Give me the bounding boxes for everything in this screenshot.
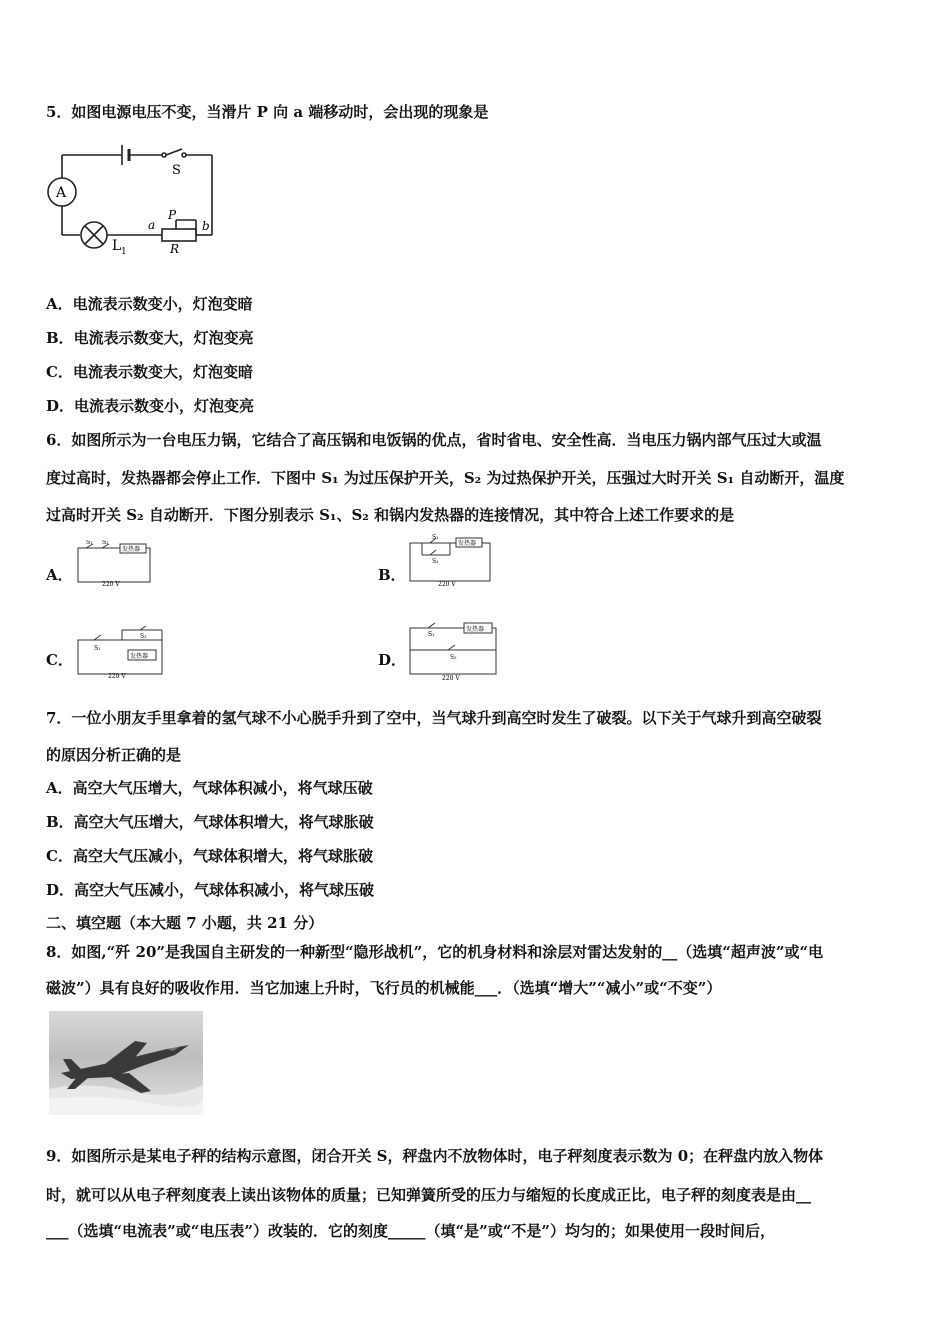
fighter-jet-illustration [49, 1011, 203, 1115]
q6-diagram-d [404, 620, 500, 682]
q5-option-a: A．电流表示数变小，灯泡变暗 [46, 295, 253, 313]
q6-diagram-c [72, 624, 168, 680]
s1-label: S₁ [432, 534, 439, 541]
q5-option-b: B．电流表示数变大，灯泡变亮 [46, 329, 254, 347]
heater-label: 发热器 [122, 546, 141, 553]
bulb-subscript: 1 [121, 247, 127, 257]
heater-label: 发热器 [458, 540, 477, 547]
s1-label: S₁ [428, 631, 435, 638]
q6-diagram-b [404, 533, 494, 589]
q8-stem-line-1: 8．如图,“歼 20”是我国自主研发的一种新型“隐形战机”，它的机身材料和涂层对雷达发射的__（选填“超声波”或“电 [46, 943, 824, 961]
s2-label: S₂ [140, 633, 147, 640]
s1-label: S₁ [86, 540, 93, 546]
q7-option-b: B．高空大气压增大，气球体积增大，将气球胀破 [46, 813, 374, 831]
q6-option-b-label: B． [378, 566, 406, 584]
q7-stem-line-1: 7．一位小朋友手里拿着的氢气球不小心脱手升到了空中，当气球升到高空时发生了破裂。以下关于气球升到高空破裂 [46, 709, 822, 727]
end-a-label: a [148, 218, 156, 232]
fighter-jet-photo [49, 1011, 203, 1115]
resistor-label: R [170, 242, 180, 256]
q7-option-a: A．高空大气压增大，气球体积减小，将气球压破 [46, 779, 373, 797]
voltage-label: 220 V [102, 581, 120, 588]
switch-label: S [172, 163, 181, 178]
s2-label: S₂ [450, 654, 457, 661]
s1-label: S₁ [94, 645, 101, 652]
heater-label: 发热器 [466, 626, 485, 633]
section-title: 二、填空题（本大题 7 小题，共 21 分） [46, 914, 324, 932]
q6-stem-line-2: 度过高时，发热器都会停止工作．下图中 S₁ 为过压保护开关，S₂ 为过热保护开关，压强过大时开关 S₁ 自动断开，温度 [46, 469, 845, 487]
q9-stem-line-1: 9．如图所示是某电子秤的结构示意图，闭合开关 S，秤盘内不放物体时，电子秤刻度表示数为 0；在秤盘内放入物体 [46, 1147, 824, 1165]
voltage-label: 220 V [108, 673, 126, 680]
q9-stem-line-2: 时，就可以从电子秤刻度表上读出该物体的质量；已知弹簧所受的压力与缩短的长度成正比，电子秤的刻度表是由__ [46, 1186, 812, 1204]
q7-option-c: C．高空大气压减小，气球体积增大，将气球胀破 [46, 847, 373, 865]
bulb-label: L [112, 238, 122, 254]
q9-stem-line-3: ___（选填“电流表”或“电压表”）改装的．它的刻度_____（填“是”或“不是”）均匀的；如果使用一段时间后， [46, 1222, 776, 1240]
q6-option-d-label: D． [378, 651, 407, 669]
q6-option-c-label: C． [46, 651, 73, 669]
q5-circuit-diagram [44, 140, 224, 260]
voltage-label: 220 V [438, 581, 456, 588]
ammeter-label: A [56, 185, 67, 201]
q6-diagram-a [72, 540, 156, 588]
q8-stem-line-2: 磁波”）具有良好的吸收作用．当它加速上升时，飞行员的机械能___．（选填“增大”“减小”或“不变”） [46, 979, 722, 997]
q5-stem: 5．如图电源电压不变，当滑片 P 向 a 端移动时，会出现的现象是 [46, 103, 489, 121]
q6-option-a-label: A． [46, 566, 73, 584]
q5-option-c: C．电流表示数变大，灯泡变暗 [46, 363, 253, 381]
q7-stem-line-2: 的原因分析正确的是 [46, 746, 182, 764]
q6-stem-line-3: 过高时开关 S₂ 自动断开．下图分别表示 S₁、S₂ 和锅内发热器的连接情况，其中符合上述工作要求的是 [46, 506, 735, 524]
s2-label: S₂ [102, 540, 109, 546]
s2-label: S₂ [432, 558, 439, 565]
voltage-label: 220 V [442, 675, 460, 682]
q7-option-d: D．高空大气压减小，气球体积减小，将气球压破 [46, 881, 375, 899]
heater-label: 发热器 [130, 653, 149, 660]
q5-option-d: D．电流表示数变小，灯泡变亮 [46, 397, 255, 415]
end-b-label: b [202, 219, 210, 233]
q6-stem-line-1: 6．如图所示为一台电压力锅，它结合了高压锅和电饭锅的优点，省时省电、安全性高．当电压力锅内部气压过大或温 [46, 431, 822, 449]
slider-label: P [168, 208, 177, 222]
